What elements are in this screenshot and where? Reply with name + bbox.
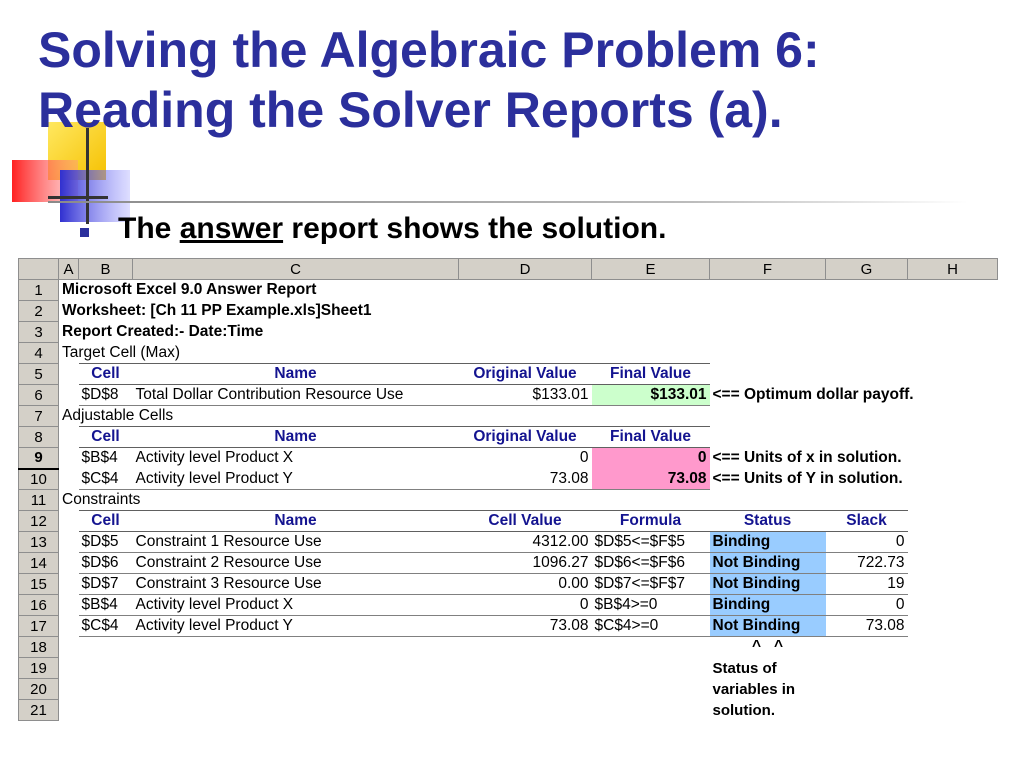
row-header-20[interactable]: 20 <box>19 679 59 700</box>
empty-cell[interactable] <box>826 637 998 658</box>
adjustable-final-value[interactable]: 0 <box>592 448 710 469</box>
empty-cell[interactable] <box>59 595 79 616</box>
constraint-value[interactable]: 0 <box>459 595 592 616</box>
row-header-13[interactable]: 13 <box>19 532 59 553</box>
empty-cell[interactable] <box>710 427 998 448</box>
constraint-value[interactable]: 4312.00 <box>459 532 592 553</box>
sheet-row-2 <box>19 301 998 322</box>
target-header-cell[interactable]: Cell <box>79 364 133 385</box>
sheet-row-11 <box>19 490 998 511</box>
empty-cell[interactable] <box>908 595 998 616</box>
row-header-11[interactable]: 11 <box>19 490 59 511</box>
constraint-cell-ref[interactable]: $C$4 <box>79 616 133 637</box>
sheet-row-21 <box>19 700 998 721</box>
constraint-cell-ref[interactable]: $D$6 <box>79 553 133 574</box>
empty-cell[interactable] <box>908 511 998 532</box>
sheet-row-14 <box>19 553 998 574</box>
column-header-h[interactable]: H <box>908 259 998 280</box>
constraint-name[interactable]: Constraint 3 Resource Use <box>133 574 459 595</box>
empty-cell[interactable] <box>59 637 710 658</box>
status-note-line-2[interactable]: variables in <box>712 680 796 698</box>
constraint-formula[interactable]: $D$7<=$F$7 <box>592 574 710 595</box>
empty-cell[interactable] <box>59 385 79 406</box>
bullet-text-post: report shows the solution. <box>291 212 667 245</box>
constraints-header-slack[interactable]: Slack <box>826 511 908 532</box>
row-header-14[interactable]: 14 <box>19 553 59 574</box>
status-note-line-3[interactable]: solution. <box>712 701 775 719</box>
row-header-17[interactable]: 17 <box>19 616 59 637</box>
constraint-slack[interactable]: 0 <box>826 532 908 553</box>
row-header-5[interactable]: 5 <box>19 364 59 385</box>
adjustable-header-final[interactable]: Final Value <box>592 427 710 448</box>
constraint-value[interactable]: 0.00 <box>459 574 592 595</box>
target-original-value[interactable]: $133.01 <box>459 385 592 406</box>
sheet-row-8 <box>19 427 998 448</box>
target-header-final[interactable]: Final Value <box>592 364 710 385</box>
adjustable-section-label[interactable]: Adjustable Cells <box>62 407 174 424</box>
row-header-2[interactable]: 2 <box>19 301 59 322</box>
target-section-label[interactable]: Target Cell (Max) <box>62 343 180 361</box>
target-note[interactable]: <== Optimum dollar payoff. <box>712 386 914 403</box>
constraint-value[interactable]: 1096.27 <box>459 553 592 574</box>
row-header-21[interactable]: 21 <box>19 700 59 721</box>
adjustable-note[interactable]: <== Units of x in solution. <box>712 449 902 466</box>
row-header-18[interactable]: 18 <box>19 637 59 658</box>
constraint-name[interactable]: Activity level Product Y <box>133 616 459 637</box>
target-header-original[interactable]: Original Value <box>459 364 592 385</box>
target-name[interactable]: Total Dollar Contribution Resource Use <box>133 385 459 406</box>
spreadsheet-screenshot <box>18 258 998 721</box>
constraint-value[interactable]: 73.08 <box>459 616 592 637</box>
sheet-row-16 <box>19 595 998 616</box>
sheet-row-17 <box>19 616 998 637</box>
empty-cell[interactable] <box>59 616 79 637</box>
empty-cell[interactable] <box>59 511 79 532</box>
bullet-square-icon <box>80 228 89 237</box>
adjustable-cell-ref[interactable]: $C$4 <box>79 469 133 490</box>
constraints-section-label[interactable]: Constraints <box>62 491 141 508</box>
slide-title <box>38 20 1018 140</box>
empty-cell[interactable] <box>710 364 998 385</box>
row-header-15[interactable]: 15 <box>19 574 59 595</box>
adjustable-cell-ref[interactable]: $B$4 <box>81 449 118 467</box>
column-header-row <box>19 259 998 280</box>
empty-cell[interactable] <box>59 700 710 721</box>
constraint-status[interactable]: Binding <box>710 595 826 616</box>
empty-cell[interactable] <box>59 553 79 574</box>
worksheet-cell[interactable]: Worksheet: [Ch 11 PP Example.xls]Sheet1 <box>62 302 372 319</box>
row-header-12[interactable]: 12 <box>19 511 59 532</box>
row-header-16[interactable]: 16 <box>19 595 59 616</box>
empty-cell[interactable] <box>59 469 79 490</box>
report-created-cell[interactable]: Report Created:- Date:Time <box>62 323 264 340</box>
adjustable-original-value[interactable]: 0 <box>579 449 589 467</box>
empty-cell[interactable] <box>908 532 998 553</box>
empty-cell[interactable] <box>59 574 79 595</box>
adjustable-name[interactable]: Activity level Product X <box>135 449 294 467</box>
row-header-7[interactable]: 7 <box>19 406 59 427</box>
target-cell-ref[interactable]: $D$8 <box>79 385 133 406</box>
constraint-cell-ref[interactable]: $D$7 <box>79 574 133 595</box>
empty-cell[interactable] <box>59 448 79 469</box>
constraint-name[interactable]: Activity level Product X <box>133 595 459 616</box>
adjustable-note[interactable]: <== Units of Y in solution. <box>712 470 903 487</box>
empty-cell[interactable] <box>826 700 998 721</box>
sheet-row-20 <box>19 679 998 700</box>
constraint-status[interactable]: Binding <box>710 532 826 553</box>
adjustable-original-value[interactable]: 73.08 <box>459 469 592 490</box>
constraints-header-value[interactable]: Cell Value <box>459 511 592 532</box>
column-header-c[interactable]: C <box>133 259 459 280</box>
sheet-row-13 <box>19 532 998 553</box>
bullet-text-answer: answer <box>179 212 284 245</box>
constraint-status[interactable]: Not Binding <box>710 616 826 637</box>
empty-cell[interactable] <box>826 679 998 700</box>
bullet-text-pre: The <box>118 212 172 245</box>
column-header-d[interactable]: D <box>459 259 592 280</box>
target-header-name[interactable]: Name <box>133 364 459 385</box>
constraint-name[interactable]: Constraint 2 Resource Use <box>133 553 459 574</box>
adjustable-name[interactable]: Activity level Product Y <box>133 469 459 490</box>
row-header-3[interactable]: 3 <box>19 322 59 343</box>
adjustable-final-value[interactable]: 73.08 <box>592 469 710 490</box>
empty-cell[interactable] <box>59 532 79 553</box>
constraints-header-formula[interactable]: Formula <box>592 511 710 532</box>
constraint-status[interactable]: Not Binding <box>710 553 826 574</box>
constraint-status[interactable]: Not Binding <box>710 574 826 595</box>
sheet-row-7 <box>19 406 998 427</box>
empty-cell[interactable] <box>59 658 710 679</box>
slide-title-line-1: Solving the Algebraic Problem 6: <box>38 22 820 78</box>
sheet-row-6 <box>19 385 998 406</box>
sheet-row-9 <box>19 448 998 469</box>
constraint-name[interactable]: Constraint 1 Resource Use <box>133 532 459 553</box>
sheet-row-5 <box>19 364 998 385</box>
row-header-19[interactable]: 19 <box>19 658 59 679</box>
sheet-row-1 <box>19 280 998 301</box>
constraint-slack[interactable]: 19 <box>826 574 908 595</box>
sheet-row-15 <box>19 574 998 595</box>
constraint-cell-ref[interactable]: $B$4 <box>79 595 133 616</box>
sheet-row-10 <box>19 469 998 490</box>
sheet-row-4 <box>19 343 998 364</box>
adjustable-header-cell[interactable]: Cell <box>79 427 133 448</box>
bullet-text <box>118 212 666 246</box>
column-header-b[interactable]: B <box>79 259 133 280</box>
corner-cell[interactable] <box>19 259 59 280</box>
constraint-slack[interactable]: 73.08 <box>826 616 908 637</box>
sheet-row-19 <box>19 658 998 679</box>
constraint-formula[interactable]: $C$4>=0 <box>592 616 710 637</box>
slide-title-line-2: Reading the Solver Reports (a). <box>38 82 783 138</box>
sheet-row-12 <box>19 511 998 532</box>
column-header-g[interactable]: G <box>826 259 908 280</box>
row-header-8[interactable]: 8 <box>19 427 59 448</box>
empty-cell[interactable] <box>908 616 998 637</box>
sheet-row-18 <box>19 637 998 658</box>
status-note-line-1[interactable]: Status of <box>712 659 777 677</box>
empty-cell[interactable] <box>908 553 998 574</box>
constraint-slack[interactable]: 722.73 <box>826 553 908 574</box>
constraints-header-name[interactable]: Name <box>133 511 459 532</box>
constraint-formula[interactable]: $B$4>=0 <box>592 595 710 616</box>
row-header-10[interactable]: 10 <box>19 469 59 490</box>
sheet-row-3 <box>19 322 998 343</box>
target-final-value[interactable]: $133.01 <box>592 385 710 406</box>
empty-cell[interactable] <box>59 427 79 448</box>
empty-cell[interactable] <box>59 679 710 700</box>
status-carets[interactable]: ^ ^ <box>751 638 784 656</box>
row-header-1[interactable]: 1 <box>19 280 59 301</box>
empty-cell[interactable] <box>908 574 998 595</box>
title-divider <box>48 201 968 203</box>
constraint-formula[interactable]: $D$6<=$F$6 <box>592 553 710 574</box>
constraint-cell-ref[interactable]: $D$5 <box>79 532 133 553</box>
row-header-4[interactable]: 4 <box>19 343 59 364</box>
constraint-formula[interactable]: $D$5<=$F$5 <box>592 532 710 553</box>
column-header-a[interactable]: A <box>59 259 79 280</box>
row-header-6[interactable]: 6 <box>19 385 59 406</box>
constraints-header-status[interactable]: Status <box>710 511 826 532</box>
report-title-cell[interactable]: Microsoft Excel 9.0 Answer Report <box>62 281 317 299</box>
row-header-9[interactable]: 9 <box>19 448 59 469</box>
empty-cell[interactable] <box>59 364 79 385</box>
constraints-header-cell[interactable]: Cell <box>79 511 133 532</box>
column-header-f[interactable]: F <box>710 259 826 280</box>
adjustable-header-name[interactable]: Name <box>133 427 459 448</box>
constraint-slack[interactable]: 0 <box>826 595 908 616</box>
answer-report-grid <box>18 258 998 721</box>
adjustable-header-original[interactable]: Original Value <box>459 427 592 448</box>
column-header-e[interactable]: E <box>592 259 710 280</box>
empty-cell[interactable] <box>826 658 998 679</box>
